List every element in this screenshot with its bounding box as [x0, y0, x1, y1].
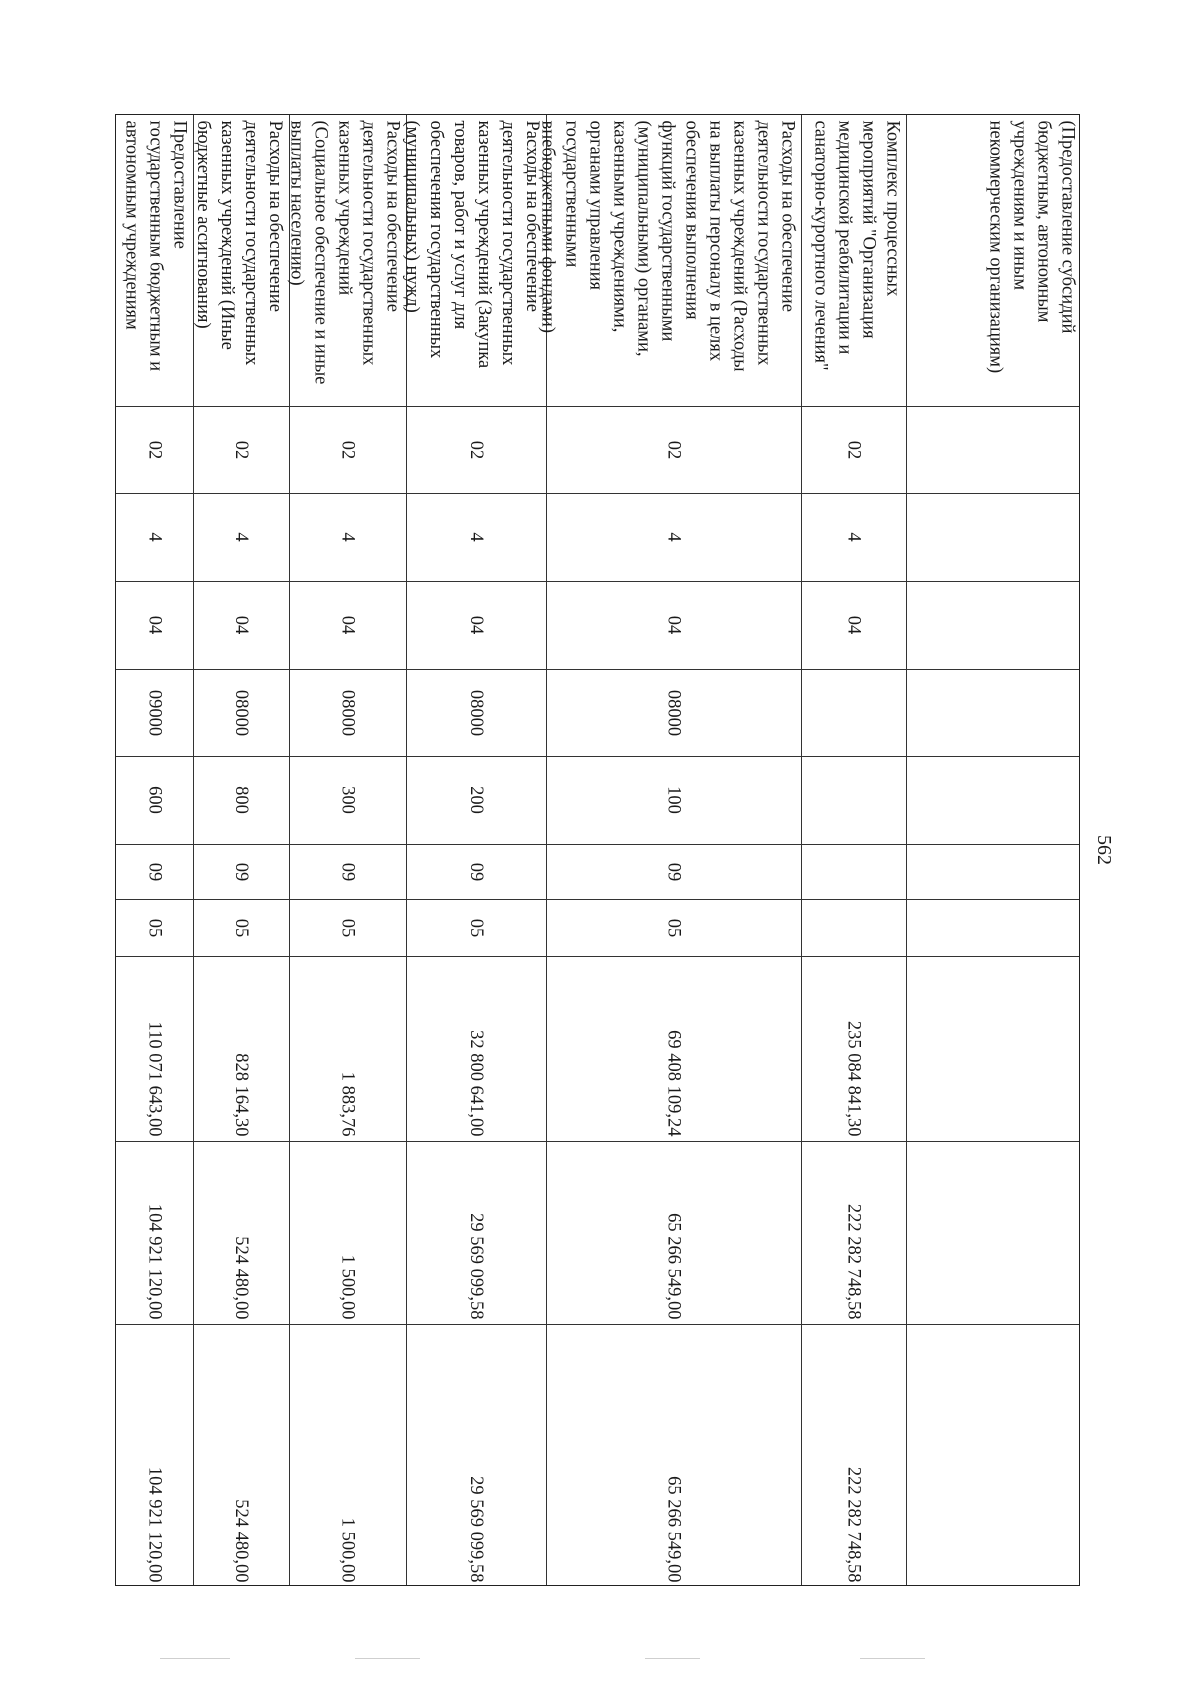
- code-value: 02: [843, 440, 864, 459]
- code-cell: [193, 756, 289, 844]
- amount-cell: [406, 1141, 546, 1324]
- code-value: 04: [663, 615, 684, 635]
- row-description: [195, 120, 287, 401]
- code-value: 05: [231, 918, 251, 937]
- code-value: 800: [231, 786, 251, 814]
- description-line: некоммерческим организациям): [985, 120, 1005, 373]
- amount-value: 235 084 841,30: [843, 1020, 864, 1136]
- amount-cell: [546, 1141, 801, 1324]
- name-cell: [116, 115, 193, 406]
- code-value: [908, 761, 1079, 839]
- code-cell: [289, 406, 406, 493]
- amount-value: [908, 1146, 1079, 1319]
- code-cell: [406, 669, 546, 756]
- code-value: [908, 674, 1079, 751]
- code-cell: [193, 669, 289, 756]
- code-cell: [906, 493, 1081, 581]
- code-value: 4: [466, 532, 486, 542]
- code-cell: [906, 669, 1081, 756]
- code-cell: [906, 756, 1081, 844]
- code-cell: [546, 406, 801, 493]
- name-cell: [537, 115, 801, 406]
- code-value: 08000: [231, 689, 251, 736]
- code-value: 02: [231, 440, 251, 459]
- description-line: Расходы на обеспечение: [777, 120, 797, 312]
- code-cell: [906, 406, 1081, 493]
- code-value: [908, 411, 1079, 488]
- description-line: казенных учреждений: [334, 120, 354, 295]
- amount-cell: [801, 1141, 906, 1324]
- amount-cell: [116, 956, 193, 1141]
- amount-cell: [116, 1141, 193, 1324]
- code-value: [908, 849, 1079, 894]
- row-description: [402, 120, 544, 401]
- code-cell: [406, 581, 546, 669]
- code-value: 09: [337, 862, 358, 881]
- code-value: [908, 904, 1079, 951]
- code-cell: [289, 756, 406, 844]
- description-line: казенных учреждений (Расходы: [729, 120, 749, 372]
- description-line: деятельности государственных: [358, 120, 378, 365]
- amount-value: 29 569 099,58: [466, 1475, 486, 1582]
- code-value: 08000: [337, 689, 358, 736]
- description-line: автономным учреждениям: [121, 120, 141, 330]
- code-cell: [801, 669, 906, 756]
- code-value: 08000: [466, 689, 486, 736]
- amount-value: 110 071 643,00: [144, 1021, 165, 1136]
- code-cell: [801, 493, 906, 581]
- code-value: [908, 498, 1079, 576]
- description-line: обеспечения государственных: [426, 120, 446, 358]
- code-cell: [116, 406, 193, 493]
- code-value: 4: [337, 532, 358, 542]
- name-cell: [286, 115, 406, 406]
- amount-cell: [906, 1141, 1081, 1324]
- description-line: Расходы на обеспечение: [265, 120, 285, 312]
- code-cell: [801, 406, 906, 493]
- row-description: [803, 120, 904, 401]
- amount-value: [908, 961, 1079, 1136]
- code-value: 02: [663, 440, 684, 459]
- description-line: Комплекс процессных: [882, 120, 902, 296]
- amount-value: 524 480,00: [231, 1498, 251, 1582]
- code-value: 04: [231, 615, 251, 635]
- code-cell: [289, 844, 406, 899]
- code-value: 04: [337, 615, 358, 635]
- code-value: 300: [337, 786, 358, 814]
- code-value: 08000: [663, 689, 684, 736]
- amount-cell: [193, 1141, 289, 1324]
- description-line: деятельности государственных: [241, 120, 261, 365]
- description-line: медицинской реабилитации и: [834, 120, 854, 354]
- row-description: [537, 120, 799, 401]
- code-cell: [406, 844, 546, 899]
- code-value: [803, 761, 904, 839]
- row-description: [118, 120, 191, 401]
- amount-cell: [193, 956, 289, 1141]
- amount-cell: [193, 1324, 289, 1587]
- description-line: учреждениям и иным: [1009, 120, 1029, 290]
- description-line: обеспечения выполнения: [681, 120, 701, 320]
- amount-cell: [546, 1324, 801, 1587]
- amount-value: 65 266 549,00: [663, 1475, 684, 1582]
- description-line: (Предоставление субсидий: [1057, 120, 1077, 333]
- code-value: 09: [231, 862, 251, 881]
- code-value: 05: [337, 918, 358, 937]
- code-cell: [406, 899, 546, 956]
- code-value: 100: [663, 786, 684, 814]
- code-value: 09: [466, 862, 486, 881]
- description-line: бюджетным, автономным: [1033, 120, 1053, 322]
- code-value: 4: [843, 532, 864, 542]
- code-cell: [546, 899, 801, 956]
- description-line: деятельности государственных: [753, 120, 773, 365]
- code-value: 05: [663, 918, 684, 937]
- amount-cell: [289, 956, 406, 1141]
- amount-value: 29 569 099,58: [466, 1212, 486, 1319]
- code-cell: [406, 493, 546, 581]
- amount-cell: [289, 1141, 406, 1324]
- amount-value: 65 266 549,00: [663, 1212, 684, 1319]
- description-line: товаров, работ и услуг для: [450, 120, 470, 329]
- code-cell: [116, 756, 193, 844]
- code-cell: [546, 581, 801, 669]
- description-line: государственным бюджетным и: [145, 120, 165, 371]
- code-cell: [801, 581, 906, 669]
- code-cell: [193, 581, 289, 669]
- amount-value: 1 500,00: [337, 1517, 358, 1582]
- code-cell: [801, 756, 906, 844]
- code-value: 02: [144, 440, 165, 459]
- code-cell: [801, 844, 906, 899]
- amount-cell: [116, 1324, 193, 1587]
- code-value: 4: [231, 532, 251, 542]
- code-cell: [406, 406, 546, 493]
- code-value: 02: [466, 440, 486, 459]
- code-cell: [193, 844, 289, 899]
- page-number: 562: [1093, 835, 1115, 865]
- code-value: 05: [466, 918, 486, 937]
- code-value: 4: [144, 532, 165, 542]
- row-description: [908, 120, 1079, 401]
- code-value: 05: [144, 918, 165, 937]
- code-value: 09000: [144, 689, 165, 736]
- amount-value: 104 921 120,00: [144, 1203, 165, 1319]
- description-line: органами управления: [585, 120, 605, 290]
- code-cell: [116, 493, 193, 581]
- amount-cell: [906, 956, 1081, 1141]
- code-value: 09: [663, 862, 684, 881]
- code-value: 4: [663, 532, 684, 542]
- amount-cell: [801, 1324, 906, 1587]
- code-value: [803, 904, 904, 951]
- amount-value: 828 164,30: [231, 1052, 251, 1136]
- description-line: государственными: [561, 120, 581, 267]
- code-value: 04: [144, 615, 165, 635]
- description-line: (муниципальными) органами,: [633, 120, 653, 357]
- code-cell: [546, 844, 801, 899]
- amount-cell: [406, 956, 546, 1141]
- code-cell: [546, 493, 801, 581]
- code-cell: [289, 669, 406, 756]
- amount-cell: [906, 1324, 1081, 1587]
- name-cell: [801, 115, 906, 406]
- code-cell: [193, 406, 289, 493]
- amount-value: 69 408 109,24: [663, 1029, 684, 1136]
- description-line: казенных учреждений (Закупка: [474, 120, 494, 368]
- amount-cell: [546, 956, 801, 1141]
- code-cell: [116, 899, 193, 956]
- code-value: [803, 849, 904, 894]
- code-value: 04: [843, 615, 864, 635]
- code-cell: [116, 581, 193, 669]
- description-line: санаторно-курортного лечения": [810, 120, 830, 371]
- amount-value: 104 921 120,00: [144, 1466, 165, 1582]
- description-line: Предоставление: [169, 120, 189, 249]
- description-line: на выплаты персоналу в целях: [705, 120, 725, 361]
- code-cell: [906, 899, 1081, 956]
- code-cell: [546, 756, 801, 844]
- code-value: 04: [466, 615, 486, 635]
- code-value: [803, 674, 904, 751]
- amount-value: 524 480,00: [231, 1235, 251, 1319]
- amount-value: 32 800 641,00: [466, 1029, 486, 1136]
- row-description: [286, 120, 404, 401]
- amount-value: 222 282 748,58: [843, 1466, 864, 1582]
- name-cell: [402, 115, 546, 406]
- description-line: выплаты населению): [286, 120, 306, 286]
- description-line: (Социальное обеспечение и иные: [310, 120, 330, 384]
- amount-value: 222 282 748,58: [843, 1203, 864, 1319]
- code-cell: [546, 669, 801, 756]
- code-cell: [289, 493, 406, 581]
- code-cell: [116, 669, 193, 756]
- code-cell: [289, 581, 406, 669]
- amount-value: 1 883,76: [337, 1071, 358, 1136]
- code-value: 09: [144, 862, 165, 881]
- description-line: Расходы на обеспечение: [382, 120, 402, 312]
- budget-table: [115, 114, 1080, 1586]
- code-value: 02: [337, 440, 358, 459]
- description-line: казенными учреждениями,: [609, 120, 629, 332]
- description-line: казенных учреждений (Иные: [217, 120, 237, 350]
- code-value: 200: [466, 786, 486, 814]
- amount-cell: [801, 956, 906, 1141]
- amount-value: 1 500,00: [337, 1254, 358, 1319]
- name-cell: [906, 115, 1081, 406]
- code-cell: [116, 844, 193, 899]
- amount-cell: [406, 1324, 546, 1587]
- description-line: деятельности государственных: [498, 120, 518, 365]
- code-cell: [193, 899, 289, 956]
- code-cell: [289, 899, 406, 956]
- code-value: 600: [144, 786, 165, 814]
- description-line: мероприятий "Организация: [858, 120, 878, 339]
- name-cell: [193, 115, 289, 406]
- description-line: (муниципальных) нужд): [402, 120, 422, 313]
- code-cell: [193, 493, 289, 581]
- code-cell: [906, 581, 1081, 669]
- amount-value: [908, 1329, 1079, 1582]
- code-cell: [906, 844, 1081, 899]
- code-value: [908, 586, 1079, 664]
- amount-cell: [289, 1324, 406, 1587]
- code-cell: [406, 756, 546, 844]
- description-line: Расходы на обеспечение: [522, 120, 542, 312]
- description-line: внебюджетными фондами): [537, 120, 557, 333]
- description-line: бюджетные ассигнования): [193, 120, 213, 329]
- description-line: функций государственными: [657, 120, 677, 341]
- code-cell: [801, 899, 906, 956]
